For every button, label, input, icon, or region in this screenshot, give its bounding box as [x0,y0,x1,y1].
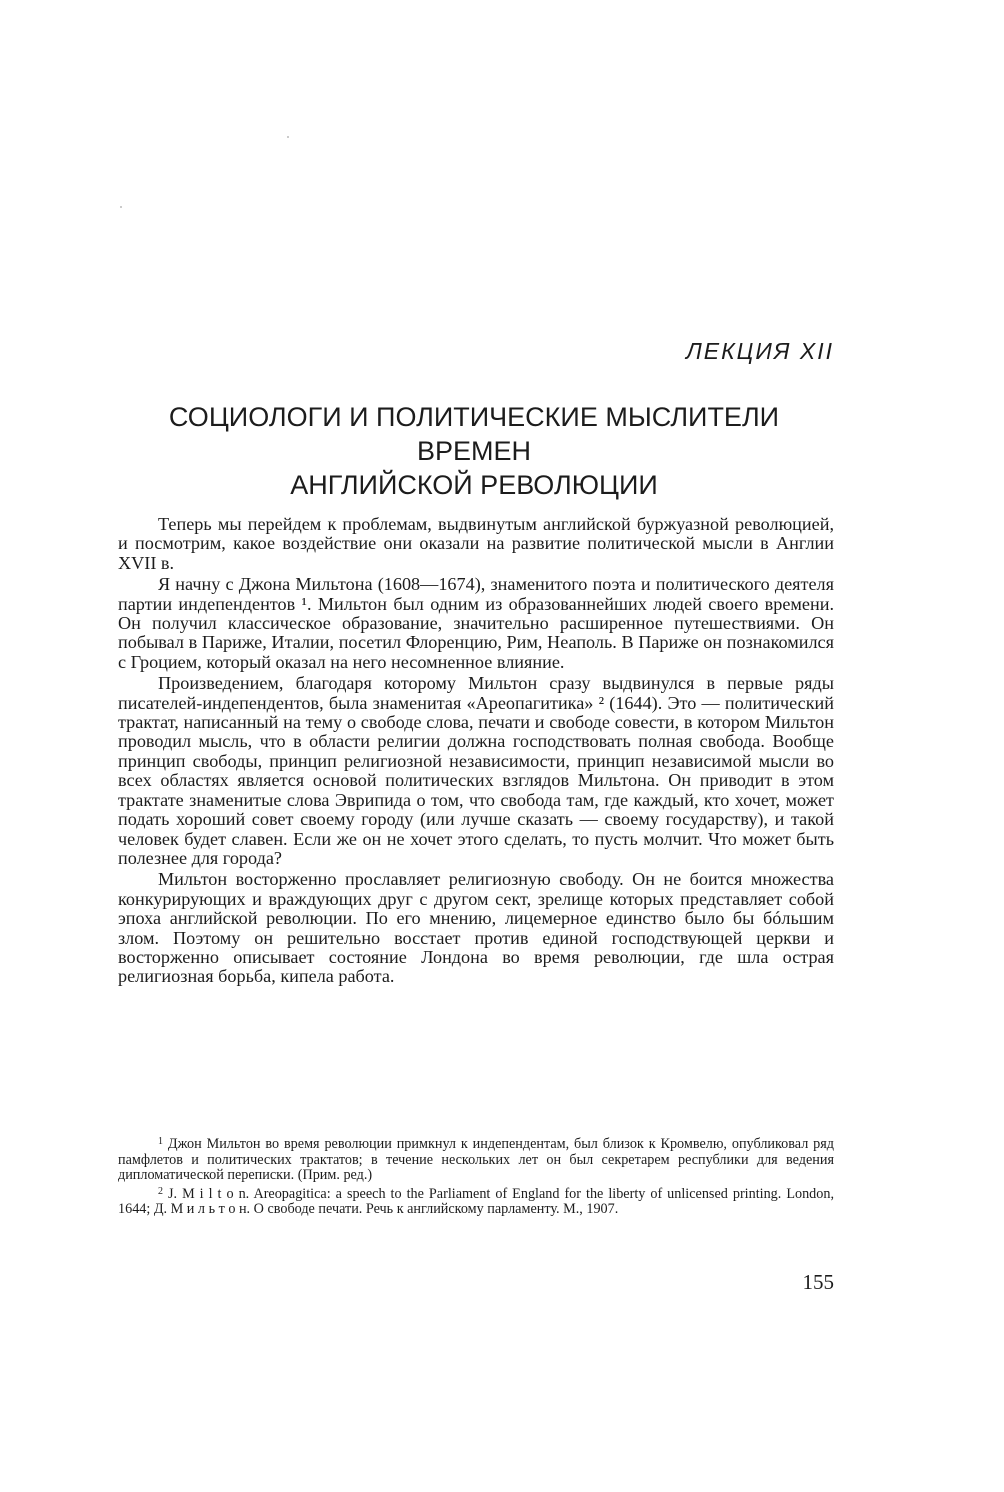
footnote-2 [118,1184,834,1218]
paragraph: Я начну с Джона Мильтона (1608—1674), знаменитого поэта и политического деятеля партии индепендентов ¹. Мильтон был одним из образованнейших людей своего времени. Он получил классическое образование, значительно расширенное путешествиями. Он побывал в Париже, Италии, посетил Флоренцию, Рим, Неаполь. В Париже он познакомился с Гроцием, который оказал на него несомненное влияние. [118,574,834,672]
scan-speck [287,136,289,138]
paragraph: Мильтон восторженно прославляет религиозную свободу. Он не боится множества конкурирующих и враждующих друг с другом сект, зрелище которых представляет собой эпоха английской революции. По его мнению, лицемерное единство было бы бóльшим злом. Поэтому он решительно восстает против единой господствующей церкви и восторженно описывает состояние Лондона во время революции, где шла острая религиозная борьба, кипела работа. [118,869,834,987]
chapter-title [112,400,836,502]
footnote-text: J. M i l t o n. Areopagitica: a speech to the Parliament of England for the liberty of unlicensed printing. London, 1644; Д. М и л ь т о н. О свободе печати. Речь к английскому парламенту. М., 1907. [118,1185,834,1217]
chapter-title-line-2: АНГЛИЙСКОЙ РЕВОЛЮЦИИ [290,470,658,500]
paragraph: Теперь мы перейдем к проблемам, выдвинутым английской буржуазной революцией, и посмотрим, какое воздействие они оказали на развитие политической мысли в Англии XVII в. [118,514,834,573]
chapter-title-line-1: СОЦИОЛОГИ И ПОЛИТИЧЕСКИЕ МЫСЛИТЕЛИ ВРЕМЕН [168,402,780,466]
footnote-marker: 1 [158,1136,163,1147]
footnote-1 [118,1134,834,1184]
scan-speck [120,206,122,208]
body-text [118,515,834,987]
page-number: 155 [802,1270,834,1294]
footnote-marker: 2 [158,1185,163,1197]
lecture-label: ЛЕКЦИЯ XII [685,338,834,364]
footnote-text: Джон Мильтон во время революции примкнул к индепендентам, был близок к Кромвелю, опубликовал ряд памфлетов и политических трактатов; в течение нескольких лет он был секретарем республики для ведения дипломатической переписки. (Прим. ред.) [118,1136,834,1183]
paragraph: Произведением, благодаря которому Мильтон сразу выдвинулся в первые ряды писателей-индепендентов, была знаменитая «Ареопагитика» ² (1644). Это — политический трактат, написанный на тему о свободе слова, печати и свободе совести, в котором Мильтон проводил мысль, что в области религии должна господствовать полная свобода. Вообще принцип свободы, принцип религиозной независимости, принцип независимой мысли во всех областях является основой политических взглядов Мильтона. Он приводит в этом трактате знаменитые слова Эврипида о том, что свобода там, где каждый, кто хочет, может подать хороший совет своему городу (или лучше сказать — своему государству), и такой человек будет славен. Если же он не хочет этого сделать, то пусть молчит. Что может быть полезнее для города? [118,673,834,868]
footnotes [118,1134,834,1218]
